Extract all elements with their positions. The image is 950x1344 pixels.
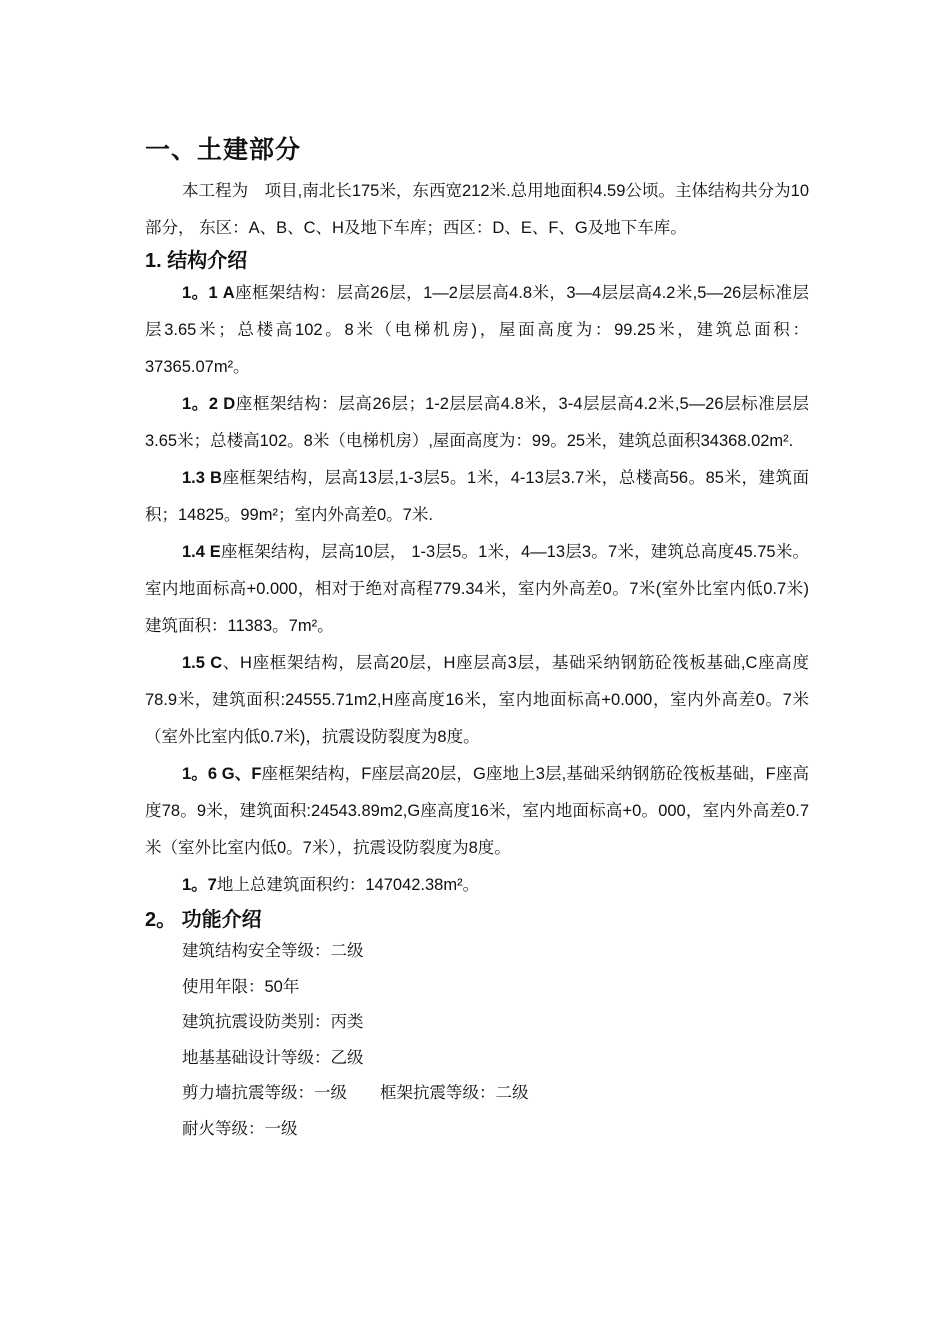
section-title: 一、土建部分 <box>145 136 302 164</box>
item-label: 1.3 B <box>182 469 222 487</box>
item-text: 座框架结构：层高26层，1—2层层高4.8米，3—4层层高4.2米,5—26层标准层层3.65米；总楼高102。8米（电梯机房)，屋面高度为：99.25米，建筑总面积：37365.07m²。 <box>145 284 809 376</box>
item-label: 1。2 D <box>182 395 236 413</box>
item-text: 座框架结构：层高26层；1-2层层高4.8米，3-4层层高4.2米,5—26层标准层层3.65米；总楼高102。8米（电梯机房）,屋面高度为：99。25米，建筑总面积34368.02m². <box>145 395 809 450</box>
structure-item <box>145 756 809 867</box>
structure-item <box>145 386 809 460</box>
item-text: 地上总建筑面积约：147042.38m²。 <box>216 876 480 894</box>
function-item: 使用年限：50年 <box>182 977 300 996</box>
intro-paragraph: 本工程为 项目,南北长175米，东西宽212米.总用地面积4.59公顷。主体结构共分为10部分， 东区：A、B、C、H及地下车库；西区：D、E、F、G及地下车库。 <box>145 182 809 237</box>
function-item: 建筑结构安全等级：二级 <box>182 942 364 960</box>
structure-item <box>145 867 809 904</box>
function-item: 建筑抗震设防类别：丙类 <box>182 1013 364 1031</box>
item-text: 座框架结构，层高13层,1-3层5。1米，4-13层3.7米，总楼高56。85米，建筑面积；14825。99m²；室内外高差0。7米. <box>145 469 810 524</box>
item-label: 1。6 G、F <box>182 765 262 783</box>
item-label: 1.5 C <box>182 654 223 672</box>
document-body <box>145 133 809 1147</box>
structure-item <box>145 275 809 386</box>
structure-item <box>145 645 809 756</box>
structure-item <box>145 534 809 645</box>
item-label: 1。7 <box>182 876 217 894</box>
function-item: 剪力墙抗震等级：一级 框架抗震等级：二级 <box>182 1084 529 1102</box>
item-text: 、H座框架结构，层高20层，H座层高3层，基础采纳钢筋砼筏板基础,C座高度78.9米，建筑面积:24555.71m2,H座高度16米，室内地面标高+0.000，室内外高差0。7米（室外比室内低0.7米)，抗震设防裂度为8度。 <box>145 654 809 746</box>
function-heading: 2。 功能介绍 <box>145 909 262 931</box>
item-text: 座框架结构，F座层高20层，G座地上3层,基础采纳钢筋砼筏板基础，F座高度78。9米，建筑面积:24543.89m2,G座高度16米，室内地面标高+0。000，室内外高差0.7米（室外比室内低0。7米），抗震设防裂度为8度。 <box>145 765 809 857</box>
function-item: 地基基础设计等级：乙级 <box>182 1048 364 1067</box>
structure-heading: 1. 结构介绍 <box>145 250 248 272</box>
function-item: 耐火等级：一级 <box>182 1119 298 1138</box>
item-label: 1。1 A <box>182 284 235 302</box>
structure-item <box>145 460 809 534</box>
item-text: 座框架结构，层高10层， 1-3层5。1米，4—13层3。7米，建筑总高度45.75米。室内地面标高+0.000，相对于绝对高程779.34米，室内外高差0。7米(室外比室内低0.7米)建筑面积：11383。7m²。 <box>145 543 809 635</box>
item-label: 1.4 E <box>182 543 221 561</box>
